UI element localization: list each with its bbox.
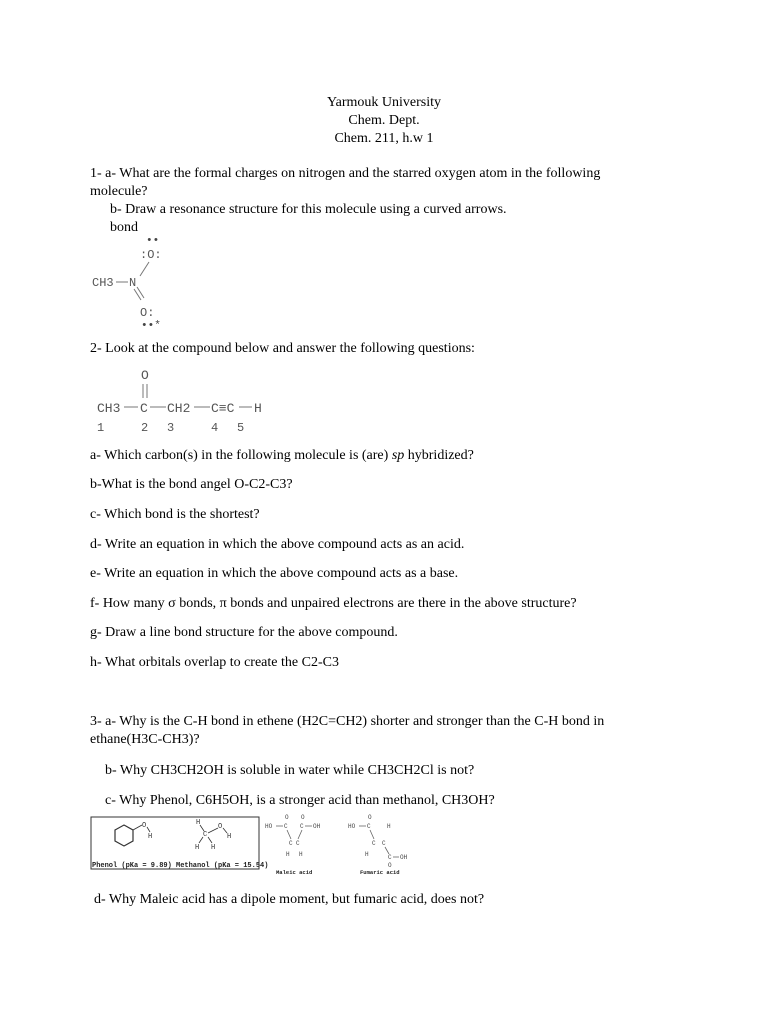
department: Chem. Dept. xyxy=(348,113,420,128)
maleic-c2: C xyxy=(289,840,293,847)
q3-a-line2: ethane(H3C-CH3)? xyxy=(90,732,200,747)
q3-b: b- Why CH3CH2OH is soluble in water while CH3CH2Cl is not? xyxy=(105,763,475,778)
fumaric-bond-c3-c4 xyxy=(385,847,389,854)
maleic-ho: HO xyxy=(265,823,273,830)
q2-structure-figure xyxy=(92,362,272,438)
atom-h: H xyxy=(254,401,262,416)
methanol-label: Methanol (pKa = 15.54) xyxy=(176,862,269,870)
carbon-number-5: 5 xyxy=(237,421,245,435)
q3-c: c- Why Phenol, C6H5OH, is a stronger acid than methanol, CH3OH? xyxy=(105,793,495,808)
methanol-h-top: H xyxy=(196,819,201,827)
q2-a-post: hybridized? xyxy=(404,448,474,463)
atom-ch3: CH3 xyxy=(92,276,114,290)
q2-g: g- Draw a line bond structure for the above compound. xyxy=(90,625,398,640)
methanol-bond-c-o xyxy=(208,828,218,833)
maleic-bond-c4-c3 xyxy=(298,830,302,839)
q2-a xyxy=(90,447,474,465)
q2-c: c- Which bond is the shortest? xyxy=(90,507,260,522)
atom-c2: C xyxy=(140,401,148,416)
methanol-o: O xyxy=(218,823,223,831)
fumaric-c2: C xyxy=(372,840,376,847)
phenol-bond-o-h xyxy=(147,827,150,832)
q3-d: d- Why Maleic acid has a dipole moment, but fumaric acid, does not? xyxy=(94,892,485,907)
q1-a-line1: 1- a- What are the formal charges on nitrogen and the starred oxygen atom in the following xyxy=(90,166,601,181)
fumaric-oh: OH xyxy=(400,854,408,861)
q3-a-line1: 3- a- Why is the C-H bond in ethene (H2C=CH2) shorter and stronger than the C-H bond in xyxy=(90,714,605,729)
bond-n-o-bottom-b xyxy=(137,287,144,298)
q2-h: h- What orbitals overlap to create the C2-C3 xyxy=(90,655,339,670)
methanol-h-oh: H xyxy=(227,833,232,841)
university-title: Yarmouk University xyxy=(326,95,442,110)
q2-intro: 2- Look at the compound below and answer the following questions: xyxy=(90,341,475,356)
q1-bond: bond xyxy=(110,220,138,235)
carbon-number-1: 1 xyxy=(97,421,105,435)
atom-ch3: CH3 xyxy=(97,401,121,416)
maleic-bond-c1-c2 xyxy=(287,830,291,839)
fumaric-h-bottom: H xyxy=(365,851,369,858)
fumaric-bond-c1-c2 xyxy=(370,830,374,839)
maleic-label: Maleic acid xyxy=(276,869,313,876)
maleic-c1: C xyxy=(284,823,288,830)
maleic-c4: C xyxy=(300,823,304,830)
atom-o-top: :O: xyxy=(140,248,162,262)
phenol-o: O xyxy=(142,822,147,830)
carbon-number-3: 3 xyxy=(167,421,175,435)
phenol-benzene-ring xyxy=(115,825,133,846)
phenol-bond-c-o xyxy=(133,825,142,830)
phenol-label: Phenol (pKa = 9.89) xyxy=(92,862,172,870)
carbon-number-2: 2 xyxy=(141,421,149,435)
q1-a-line2: molecule? xyxy=(90,184,148,199)
phenol-h: H xyxy=(148,833,153,841)
fumaric-c1: C xyxy=(367,823,371,830)
course-title: Chem. 211, h.w 1 xyxy=(334,131,434,146)
bond-n-o-top xyxy=(140,262,149,276)
maleic-h-right: H xyxy=(299,851,303,858)
carbon-number-4: 4 xyxy=(211,421,219,435)
fumaric-o-bottom: O xyxy=(388,862,392,869)
q2-a-sp: sp xyxy=(391,448,405,463)
methanol-bond-c-h-right xyxy=(208,837,212,843)
lone-pair-top: •• xyxy=(146,235,160,247)
q3-acids-figure xyxy=(90,814,420,880)
methanol-bond-c-h-left xyxy=(199,837,203,843)
lone-pair-bottom: ••* xyxy=(141,320,161,330)
fumaric-h-top: H xyxy=(387,823,391,830)
maleic-oh: OH xyxy=(313,823,321,830)
fumaric-label: Fumaric acid xyxy=(360,869,400,876)
q1-molecule-figure xyxy=(88,234,178,330)
q2-f: f- How many σ bonds, π bonds and unpaired electrons are there in the above structure? xyxy=(90,596,577,611)
atom-triple-bond: C≡C xyxy=(211,401,235,416)
maleic-o-left: O xyxy=(285,814,289,821)
atom-ch2: CH2 xyxy=(167,401,191,416)
methanol-h-left: H xyxy=(195,844,200,852)
maleic-c3: C xyxy=(296,840,300,847)
maleic-o-right: O xyxy=(301,814,305,821)
q2-e: e- Write an equation in which the above compound acts as a base. xyxy=(90,566,459,581)
fumaric-ho: HO xyxy=(348,823,356,830)
fumaric-o-top: O xyxy=(368,814,372,821)
atom-o: O xyxy=(141,368,149,383)
q2-d: d- Write an equation in which the above compound acts as an acid. xyxy=(90,537,465,552)
q2-b: b-What is the bond angel O-C2-C3? xyxy=(90,477,293,492)
fumaric-c3: C xyxy=(382,840,386,847)
bond-n-o-bottom-a xyxy=(134,289,141,300)
methanol-c: C xyxy=(203,831,208,839)
maleic-h-left: H xyxy=(286,851,290,858)
methanol-h-right: H xyxy=(211,844,216,852)
q2-a-pre: a- Which carbon(s) in the following molecule is (are) xyxy=(90,448,392,463)
fumaric-c4: C xyxy=(388,854,392,861)
atom-o-bottom: O: xyxy=(140,306,155,320)
atom-n: N xyxy=(129,276,137,290)
q1-b: b- Draw a resonance structure for this molecule using a curved arrows. xyxy=(110,202,507,217)
